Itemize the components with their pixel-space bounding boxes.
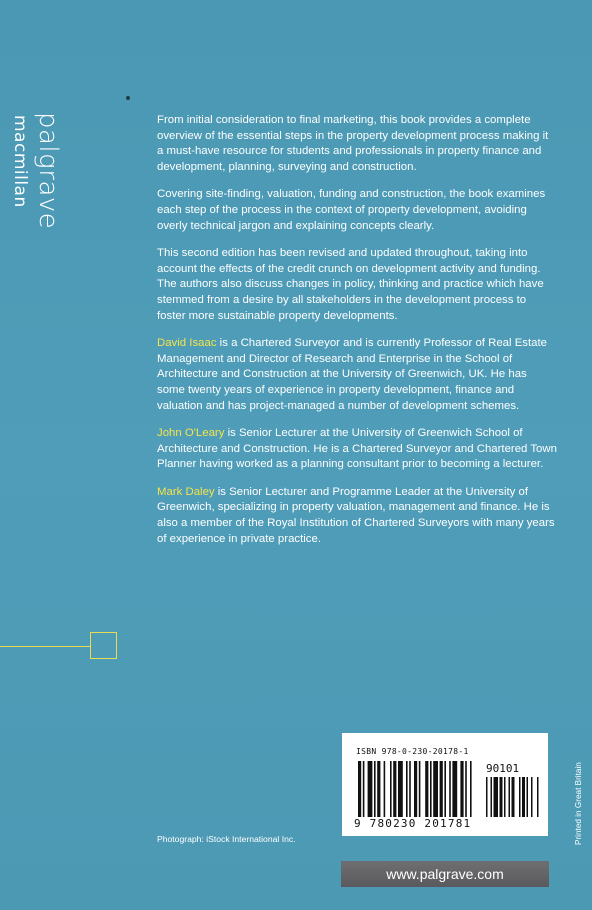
blurb-paragraph-2: Covering site-finding, valuation, funding and construction, the book examines each step of the process in the context of property development, avoiding overly technical jargon and explaining concepts clearly.	[157, 188, 546, 232]
decorative-line	[0, 646, 90, 647]
publisher-logo-macmillan: macmillan	[10, 115, 30, 208]
author-bio-3	[157, 485, 557, 547]
website-link[interactable]: www.palgrave.com	[341, 861, 549, 887]
isbn-text: ISBN 978-0-230-20178-1	[356, 747, 469, 756]
price-code: 90101	[486, 762, 520, 775]
printed-in-label: Printed in Great Britain	[574, 762, 583, 845]
barcode-panel	[342, 733, 548, 836]
author-name-2: John O'Leary	[157, 427, 225, 440]
ink-dot	[126, 96, 130, 100]
author-name-3: Mark Daley	[157, 485, 215, 498]
publisher-logo-palgrave: palgrave	[33, 112, 63, 230]
author-bio-2	[157, 426, 557, 473]
author-bio-text-2: is Senior Lecturer at the University of Greenwich School of Architecture and Construction. He is a Chartered Surveyor and Chartered Town Planner having worked as a planning consultant prior to becoming a lecturer.	[157, 427, 557, 471]
blurb-text	[157, 113, 557, 559]
author-bio-1	[157, 336, 557, 414]
author-bio-text-1: is a Chartered Surveyor and is currently Professor of Real Estate Management and Director of Research and Enterprise in the School of Architecture and Construction at the University of Greenwich, UK. He has some twenty years of experience in property development, finance and valuation and has project-managed a number of development schemes.	[157, 337, 547, 412]
ean-digits: 9 780230 201781	[354, 817, 472, 830]
decorative-square	[90, 632, 117, 659]
author-bio-text-3: is Senior Lecturer and Programme Leader at the University of Greenwich, specializing in property valuation, management and finance. He is also a member of the Royal Institution of Chartered Surveyors with many years of experience in private practice.	[157, 485, 555, 545]
author-name-1: David Isaac	[157, 337, 217, 350]
blurb-paragraph-1: From initial consideration to final marketing, this book provides a complete overview of the essential steps in the property development process making it a must-have resource for students and professionals in property finance and development, planning, surveying and construction.	[157, 114, 549, 173]
blurb-paragraph-3: This second edition has been revised and updated throughout, taking into account the effects of the credit crunch on development activity and funding. The authors also discuss changes in policy, thinking and practice which have stemmed from a desire by all stakeholders in the development process to foster more sustainable property developments.	[157, 247, 544, 322]
photo-credit: Photograph: iStock International Inc.	[157, 834, 296, 844]
